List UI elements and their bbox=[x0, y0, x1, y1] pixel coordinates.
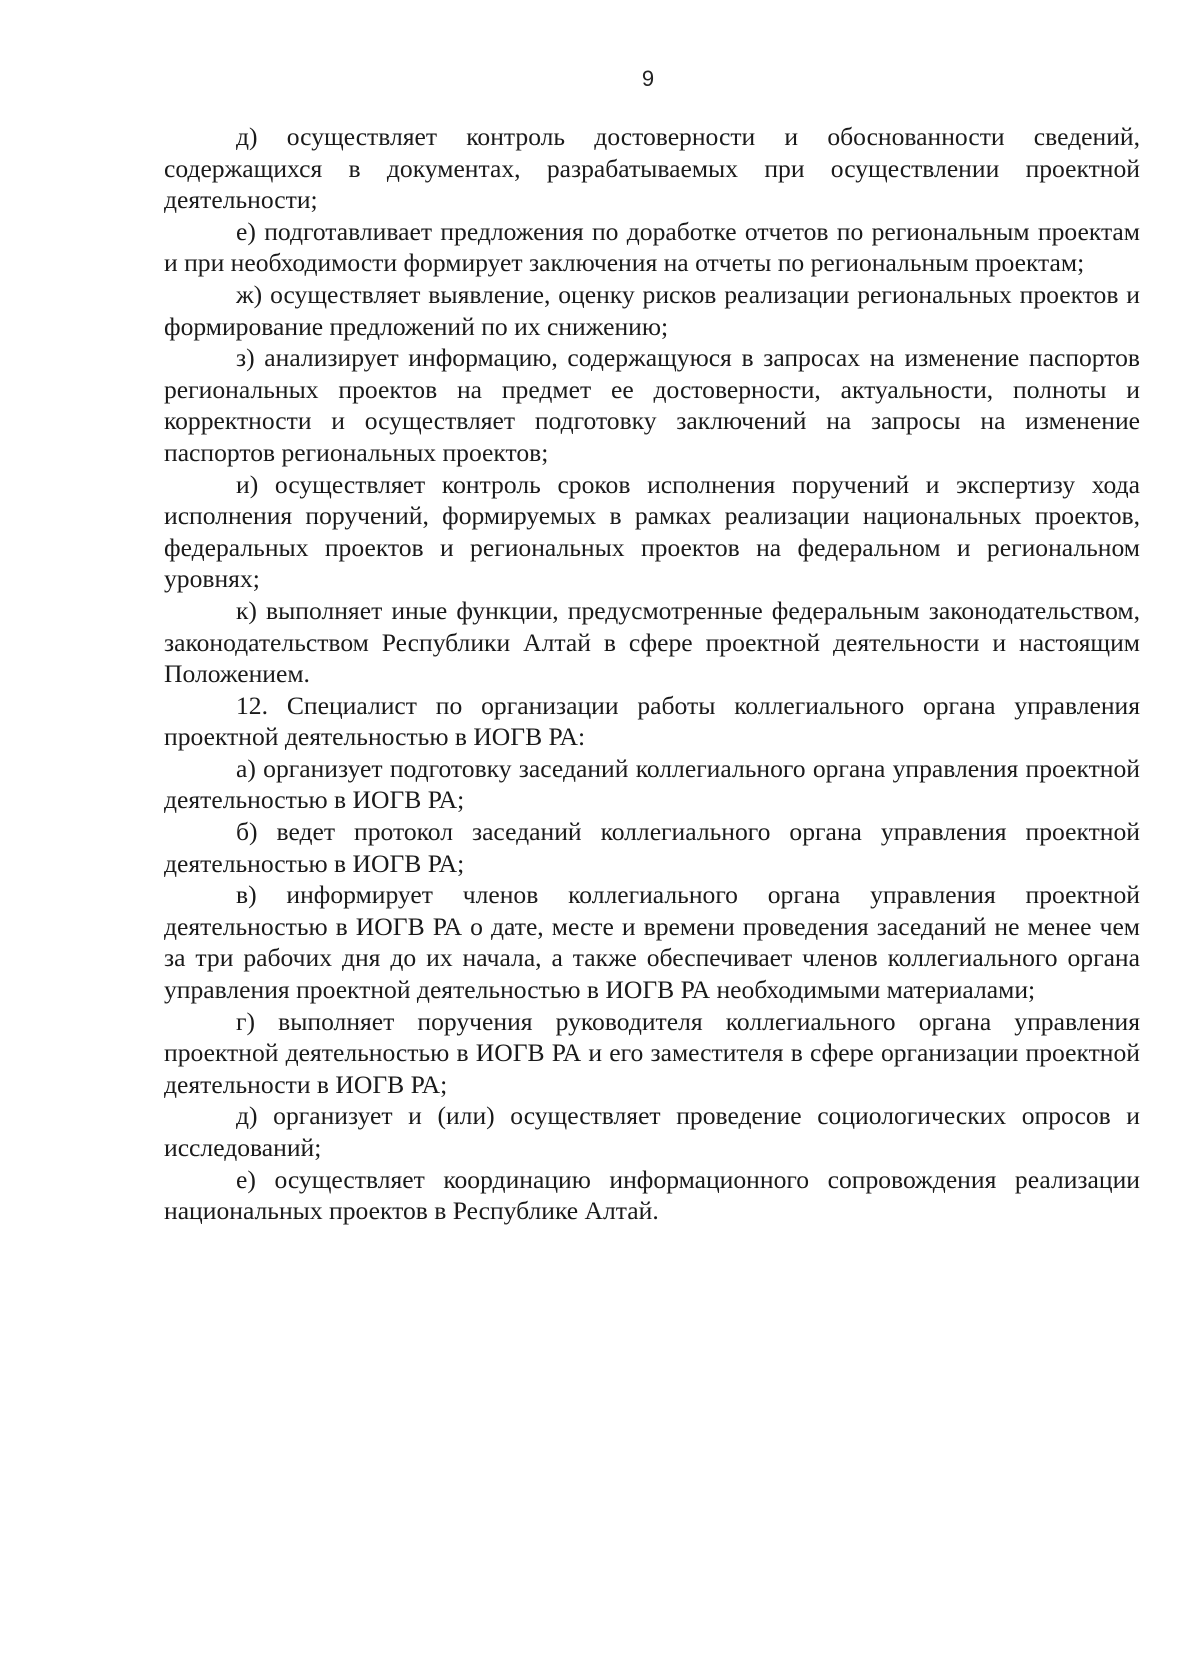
paragraph-d-control-reliability: д) осуществляет контроль достоверности и обоснованности сведений, содержащихся в документах, разрабатываемых при осуществлении проектной деятельности; bbox=[164, 122, 1140, 215]
paragraph-g-execute-instructions: г) выполняет поручения руководителя коллегиального органа управления проектной деятельностью в ИОГВ РА и его заместителя в сфере организации проектной деятельности в ИОГВ РА; bbox=[164, 1006, 1140, 1099]
paragraph-k-other-functions: к) выполняет иные функции, предусмотренные федеральным законодательством, законодательством Республики Алтай в сфере проектной деятельности и настоящим Положением. bbox=[164, 595, 1140, 689]
paragraph-e-info-support: е) осуществляет координацию информационного сопровождения реализации национальных проектов в Республике Алтай. bbox=[164, 1164, 1140, 1226]
document-body bbox=[164, 121, 1140, 1227]
paragraph-z-passport-changes: з) анализирует информацию, содержащуюся в запросах на изменение паспортов региональных проектов на предмет ее достоверности, актуальности, полноты и корректности и осуществляет подготовку заключений на запросы на изменение паспортов региональных проектов; bbox=[164, 343, 1140, 467]
paragraph-i-deadline-control: и) осуществляет контроль сроков исполнения поручений и экспертизу хода исполнения поручений, формируемых в рамках реализации национальных проектов, федеральных проектов и региональных проектов на федеральном и региональном уровнях; bbox=[164, 469, 1140, 594]
paragraph-12-specialist: 12. Специалист по организации работы коллегиального органа управления проектной деятельностью в ИОГВ РА: bbox=[164, 690, 1140, 752]
paragraph-d-surveys: д) организует и (или) осуществляет проведение социологических опросов и исследований; bbox=[164, 1101, 1140, 1162]
paragraph-b-meeting-minutes: б) ведет протокол заседаний коллегиального органа управления проектной деятельностью в ИОГВ РА; bbox=[164, 817, 1140, 878]
paragraph-e-report-proposals: е) подготавливает предложения по доработке отчетов по региональным проектам и при необходимости формирует заключения на отчеты по региональным проектам; bbox=[164, 216, 1140, 278]
paragraph-zh-risk-assessment: ж) осуществляет выявление, оценку рисков реализации региональных проектов и формирование предложений по их снижению; bbox=[164, 279, 1140, 341]
page-number: 9 bbox=[641, 66, 655, 91]
paragraph-a-organize-meetings: а) организует подготовку заседаний коллегиального органа управления проектной деятельностью в ИОГВ РА; bbox=[164, 753, 1140, 815]
paragraph-v-inform-members: в) информирует членов коллегиального органа управления проектной деятельностью в ИОГВ РА о дате, месте и времени проведения заседаний не менее чем за три рабочих дня до их начала, а также обеспечивает членов коллегиального органа управления проектной деятельностью в ИОГВ РА необходимыми материалами; bbox=[164, 880, 1140, 1005]
